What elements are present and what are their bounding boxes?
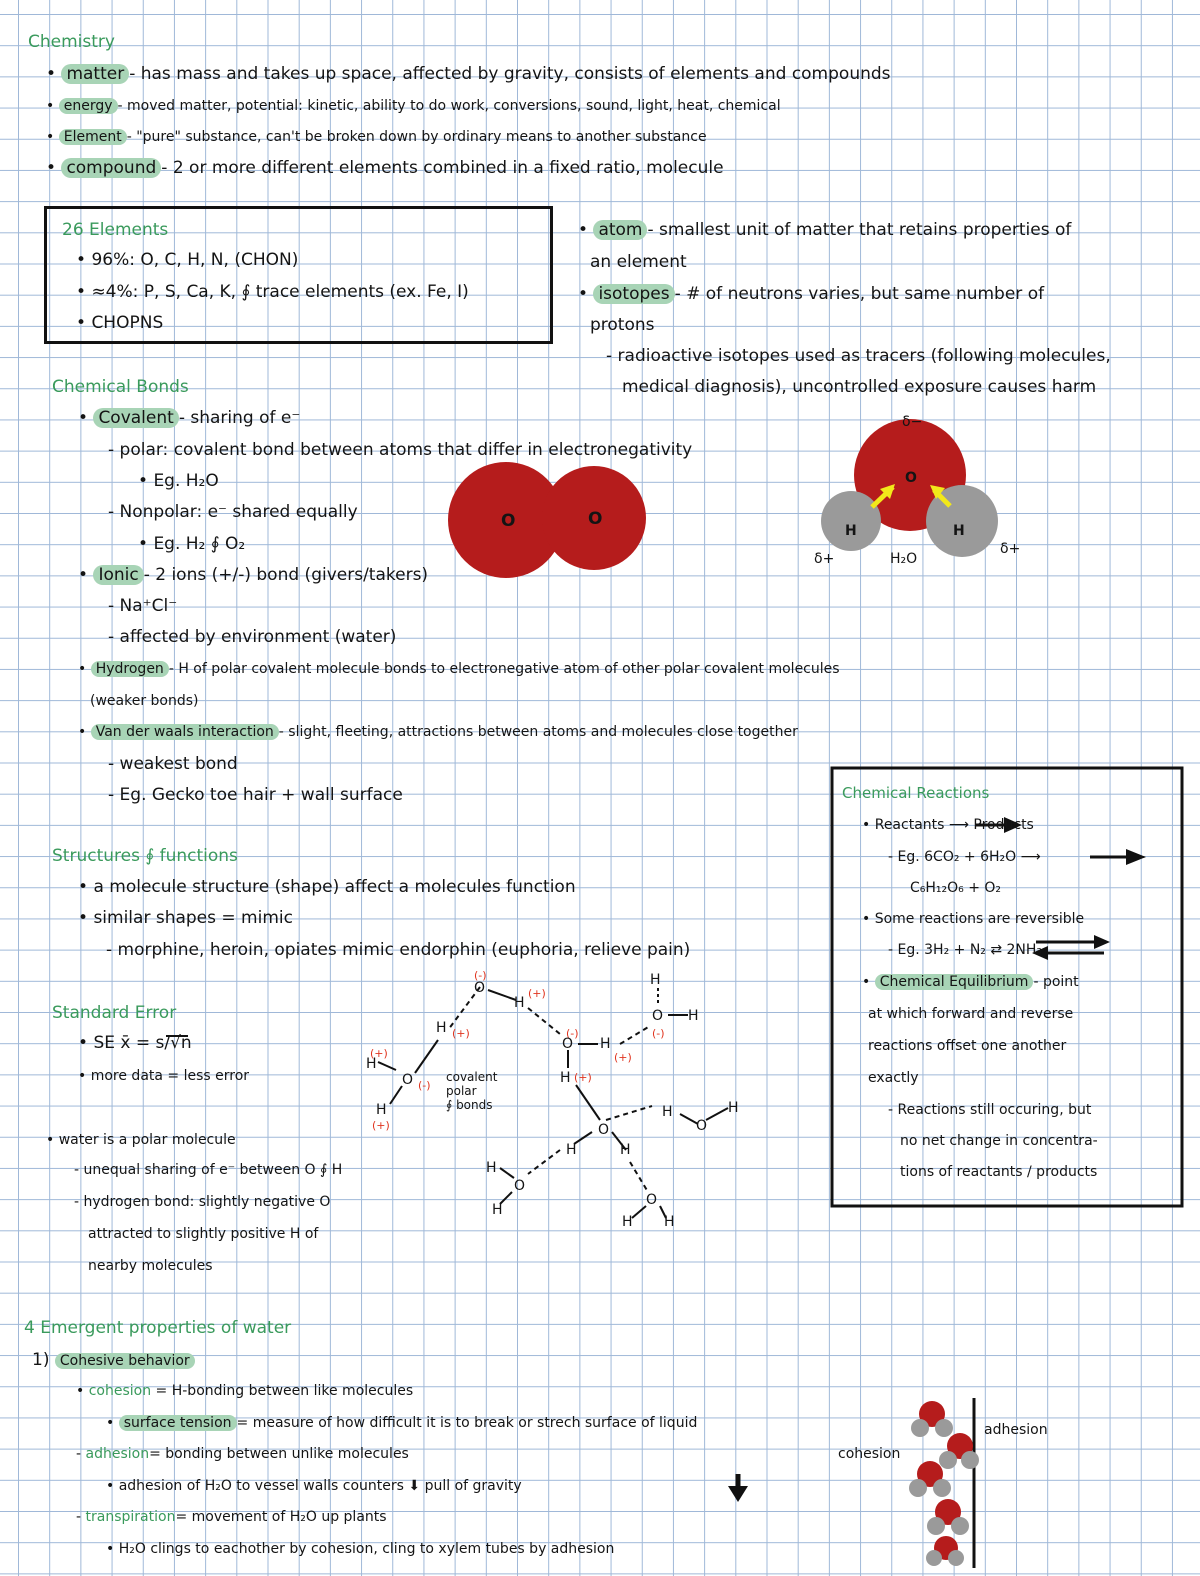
emergent-transpiration-ex: • H₂O clings to eachother by cohesion, cling to xylem tubes by adhesion	[106, 1541, 615, 1557]
structures-line: • similar shapes = mimic	[78, 908, 293, 928]
def-text: = measure of how difficult it is to break or strech surface of liquid	[236, 1415, 698, 1431]
term-highlight: Van der waals interaction	[91, 724, 279, 740]
atom-h-label: H	[566, 1142, 577, 1158]
term-green: transpiration	[85, 1509, 176, 1525]
atom-o-label: O	[652, 1008, 664, 1024]
charge-label: (+)	[370, 1047, 388, 1060]
emergent-adhesion: - adhesion= bonding between unlike molecules	[76, 1446, 409, 1462]
term-highlight: Ionic	[93, 565, 143, 585]
charge-label: (+)	[452, 1027, 470, 1040]
reactions-line: • Reactants ⟶ Products	[862, 817, 1034, 833]
reactions-line: - Eg. 3H₂ + N₂ ⇄ 2NH₃	[888, 942, 1043, 958]
adhesion-label: adhesion	[984, 1422, 1048, 1438]
water-droplets-drawing	[909, 1401, 979, 1566]
term-highlight: compound	[61, 158, 161, 178]
stderr-formula: • SE x̄ = s/√n	[78, 1033, 192, 1053]
water-polar-line: nearby molecules	[88, 1258, 213, 1274]
eg-text: Eg. H₂O	[153, 471, 219, 491]
atom-o-label: O	[562, 1036, 574, 1052]
bond-vdw: • Van der waals interaction - slight, fleeting, attractions between atoms and molecules close together	[78, 724, 798, 740]
arrow-down-icon	[728, 1486, 748, 1502]
emergent-transpiration: - transpiration= movement of H₂O up plants	[76, 1509, 387, 1525]
atom-h-label: H	[600, 1036, 611, 1052]
def-text: - moved matter, potential: kinetic, ability to do work, conversions, sound, light, heat, chemical	[117, 98, 781, 114]
water-o-label: O	[905, 470, 917, 486]
stderr-formula-text: SE x̄ = s/√n	[93, 1033, 192, 1053]
atom-h-label: H	[662, 1104, 673, 1120]
water-polar-line: attracted to slightly positive H of	[88, 1226, 319, 1242]
def-text: - has mass and takes up space, affected by gravity, consists of elements and compounds	[129, 64, 891, 84]
def-text: - 2 ions (+/-) bond (givers/takers)	[143, 565, 429, 585]
def-text: - slight, fleeting, attractions between atoms and molecules close together	[278, 724, 798, 740]
structures-text: a molecule structure (shape) affect a molecules function	[93, 877, 576, 897]
structures-text: similar shapes = mimic	[93, 908, 293, 928]
stderr-note: • more data = less error	[78, 1068, 250, 1084]
def-text: - "pure" substance, can't be broken down by ordinary means to another substance	[126, 129, 707, 145]
bond-vdw-2: - Eg. Gecko toe hair + wall surface	[108, 785, 403, 805]
def-text: = bonding between unlike molecules	[149, 1446, 409, 1462]
diagram-note: covalent	[446, 1070, 498, 1084]
elements-line: • ≈4%: P, S, Ca, K, ∮ trace elements (ex. Fe, I)	[76, 282, 469, 302]
reactions-line: - Reactions still occuring, but	[888, 1102, 1092, 1118]
def-text: H₂O clings to eachother by cohesion, cling to xylem tubes by adhesion	[118, 1541, 615, 1557]
emergent-sub	[32, 1350, 195, 1371]
bond-vdw-1: - weakest bond	[108, 754, 238, 774]
water-network-diagram	[378, 987, 728, 1218]
charge-label: (+)	[528, 987, 546, 1000]
def-text: - sharing of e⁻	[178, 408, 301, 428]
bond-hydrogen: • Hydrogen - H of polar covalent molecule bonds to electronegative atom of other polar covalent molecules	[78, 661, 840, 677]
water-h-label: H	[845, 523, 857, 539]
elements-line-text: ≈4%: P, S, Ca, K, ∮ trace elements (ex. Fe, I)	[91, 282, 469, 302]
atom-h-label: H	[376, 1102, 387, 1118]
water-delta-neg: δ−	[902, 414, 923, 430]
bond-nonpolar-eg: • Eg. H₂ ∮ O₂	[138, 534, 246, 554]
reactions-text: Reactants ⟶ Products	[874, 817, 1034, 833]
atom-h-label: H	[728, 1100, 739, 1116]
bonds-title: Chemical Bonds	[52, 377, 189, 397]
bond-covalent: • Covalent - sharing of e⁻	[78, 408, 301, 428]
term-highlight: Covalent	[93, 408, 178, 428]
charge-label: (-)	[566, 1027, 579, 1040]
charge-label: (+)	[574, 1071, 592, 1084]
def-atom: • atom - smallest unit of matter that retains properties of	[578, 220, 1072, 240]
diagram-note: polar	[446, 1084, 477, 1098]
atom-h-label: H	[492, 1202, 503, 1218]
stderr-title: Standard Error	[52, 1003, 177, 1023]
term-highlight: matter	[61, 64, 129, 84]
def-text: - point	[1033, 974, 1079, 990]
charge-label: (+)	[614, 1051, 632, 1064]
bond-ionic-env: - affected by environment (water)	[108, 627, 397, 647]
eg-text: Eg. H₂ ∮ O₂	[153, 534, 246, 554]
atom-h-label: H	[650, 972, 661, 988]
bond-hydrogen-cont: (weaker bonds)	[90, 693, 199, 709]
def-text: - 2 or more different elements combined in a fixed ratio, molecule	[161, 158, 724, 178]
structures-line: • a molecule structure (shape) affect a molecules function	[78, 877, 576, 897]
def-text: = H-bonding between like molecules	[151, 1383, 414, 1399]
charge-label: (-)	[652, 1027, 665, 1040]
atom-h-label: H	[366, 1056, 377, 1072]
water-delta-pos: δ+	[814, 551, 835, 567]
atom-h-label: H	[436, 1020, 447, 1036]
emergent-num: 1)	[32, 1350, 50, 1370]
structures-line: - morphine, heroin, opiates mimic endorphin (euphoria, relieve pain)	[106, 940, 691, 960]
def-text: - # of neutrons varies, but same number of	[674, 284, 1045, 304]
elements-title: 26 Elements	[62, 220, 169, 240]
emergent-surface-tension: • surface tension = measure of how difficult it is to break or strech surface of liquid	[106, 1415, 698, 1431]
reactions-line: at which forward and reverse	[868, 1006, 1074, 1022]
bond-polar: - polar: covalent bond between atoms that differ in electronegativity	[108, 440, 693, 460]
reactions-line: tions of reactants / products	[900, 1164, 1098, 1180]
reactions-line: - Eg. 6CO₂ + 6H₂O ⟶	[888, 849, 1041, 865]
term-highlight: isotopes	[593, 284, 674, 304]
def-energy: • energy - moved matter, potential: kinetic, ability to do work, conversions, sound, light, heat, chemical	[46, 98, 781, 114]
term-highlight: atom	[593, 220, 647, 240]
atom-o-label: O	[696, 1118, 708, 1134]
elements-line-text: 96%: O, C, H, N, (CHON)	[91, 250, 299, 270]
reactions-title: Chemical Reactions	[842, 784, 990, 802]
term-highlight: Hydrogen	[91, 661, 169, 677]
reactions-text: Some reactions are reversible	[874, 911, 1085, 927]
reactions-line: reactions offset one another	[868, 1038, 1067, 1054]
atom-o-label: O	[402, 1072, 414, 1088]
bond-nonpolar: - Nonpolar: e⁻ shared equally	[108, 502, 358, 522]
def-text: adhesion of H₂O to vessel walls counters ⬇ pull of gravity	[118, 1478, 522, 1494]
isotopes-cont: protons	[590, 315, 655, 335]
reactions-line: C₆H₁₂O₆ + O₂	[910, 880, 1002, 896]
water-polar-line: • water is a polar molecule	[46, 1132, 236, 1148]
elements-line-text: CHOPNS	[91, 313, 164, 333]
atom-h-label: H	[560, 1070, 571, 1086]
atom-cont: an element	[590, 252, 687, 272]
atom-o-label: O	[646, 1192, 658, 1208]
atom-h-label: H	[664, 1214, 675, 1230]
emergent-title: 4 Emergent properties of water	[24, 1318, 292, 1338]
term-highlight: Cohesive behavior	[55, 1353, 195, 1369]
term-highlight: energy	[59, 98, 118, 114]
reactions-line: no net change in concentra-	[900, 1133, 1098, 1149]
atom-h-label: H	[622, 1214, 633, 1230]
reactions-line: exactly	[868, 1070, 919, 1086]
atom-h-label: H	[514, 995, 525, 1011]
bond-nacl: - Na⁺Cl⁻	[108, 596, 178, 616]
radioactive-line: medical diagnosis), uncontrolled exposure causes harm	[622, 377, 1097, 397]
charge-label: (-)	[474, 969, 487, 982]
radioactive-line: - radioactive isotopes used as tracers (following molecules,	[606, 346, 1111, 366]
bond-ionic: • Ionic - 2 ions (+/-) bond (givers/takers)	[78, 565, 429, 585]
atom-h-label: H	[620, 1142, 631, 1158]
def-element: • Element - "pure" substance, can't be broken down by ordinary means to another substance	[46, 129, 707, 145]
charge-label: (+)	[372, 1119, 390, 1132]
water-polar-line: - hydrogen bond: slightly negative O	[74, 1194, 331, 1210]
term-highlight: Element	[59, 129, 127, 145]
water-delta-pos: δ+	[1000, 541, 1021, 557]
structures-title: Structures ∮ functions	[52, 846, 238, 866]
reactions-line: • Some reactions are reversible	[862, 911, 1085, 927]
def-text: - H of polar covalent molecule bonds to electronegative atom of other polar covalent molecules	[168, 661, 840, 677]
atom-o-label: O	[598, 1122, 610, 1138]
term-highlight: Chemical Equilibrium	[875, 974, 1034, 990]
elements-line: • CHOPNS	[76, 313, 164, 333]
page-title: Chemistry	[28, 32, 115, 52]
charge-label: (-)	[418, 1079, 431, 1092]
bond-polar-eg: • Eg. H₂O	[138, 471, 219, 491]
def-matter: • matter - has mass and takes up space, affected by gravity, consists of elements and compounds	[46, 64, 891, 84]
o2-label: O	[501, 511, 516, 531]
term-green: adhesion	[85, 1446, 150, 1462]
def-text: - smallest unit of matter that retains properties of	[647, 220, 1072, 240]
def-compound: • compound - 2 or more different elements combined in a fixed ratio, molecule	[46, 158, 724, 178]
def-isotopes: • isotopes - # of neutrons varies, but same number of	[578, 284, 1045, 304]
cohesion-label: cohesion	[838, 1446, 901, 1462]
o2-label: O	[588, 509, 603, 529]
diagram-note: ∮ bonds	[446, 1098, 493, 1112]
atom-h-label: H	[688, 1008, 699, 1024]
water-polar-text: water is a polar molecule	[58, 1132, 236, 1148]
term-highlight: surface tension	[119, 1415, 237, 1431]
stderr-note-text: more data = less error	[90, 1068, 250, 1084]
elements-line: • 96%: O, C, H, N, (CHON)	[76, 250, 299, 270]
emergent-cohesion: • cohesion = H-bonding between like molecules	[76, 1383, 414, 1399]
def-text: = movement of H₂O up plants	[175, 1509, 387, 1525]
atom-h-label: H	[486, 1160, 497, 1176]
atom-o-label: O	[514, 1178, 526, 1194]
atom-o-label: O	[474, 980, 486, 996]
water-polar-line: - unequal sharing of e⁻ between O ∮ H	[74, 1162, 343, 1178]
reactions-equilibrium: • Chemical Equilibrium - point	[862, 974, 1079, 990]
water-h-label: H	[953, 523, 965, 539]
emergent-adhesion-ex: • adhesion of H₂O to vessel walls counters ⬇ pull of gravity	[106, 1478, 522, 1494]
reaction-arrows	[976, 817, 1146, 960]
water-caption: H₂O	[890, 551, 918, 567]
term-green: cohesion	[88, 1383, 152, 1399]
